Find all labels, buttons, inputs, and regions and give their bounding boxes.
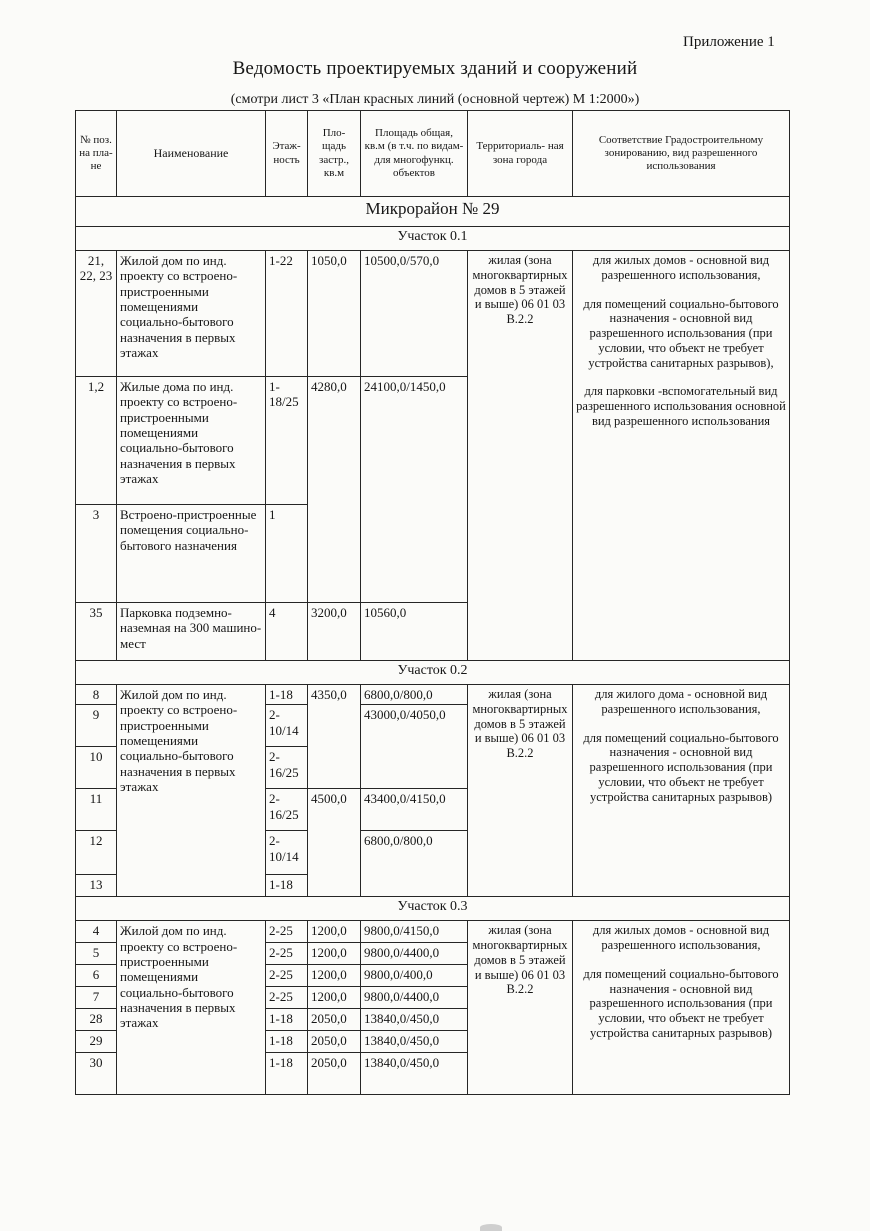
row-build-area: 1200,0 <box>308 921 361 943</box>
row-pos: 4 <box>76 921 117 943</box>
row-pos: 8 <box>76 685 117 705</box>
row-pos: 6 <box>76 965 117 987</box>
row-pos: 10 <box>76 747 117 789</box>
header-name: Наименование <box>117 111 266 197</box>
row-total-area: 6800,0/800,0 <box>361 685 468 705</box>
row-build-area: 1200,0 <box>308 987 361 1009</box>
row-total-area: 10560,0 <box>361 603 468 661</box>
header-pos: № поз. на пла- не <box>76 111 117 197</box>
row-name: Жилой дом по инд. проекту со встроено-пристроенными помещениями социально-бытового назначения в первых этажах <box>117 921 266 1095</box>
row-build-area: 2050,0 <box>308 1053 361 1095</box>
table-row <box>76 685 790 705</box>
row-build-area: 1200,0 <box>308 943 361 965</box>
table-header-row <box>76 111 790 197</box>
row-pos: 7 <box>76 987 117 1009</box>
conformity-cell <box>573 685 790 897</box>
row-build-area: 1050,0 <box>308 251 361 377</box>
row-pos: 29 <box>76 1031 117 1053</box>
row-name: Жилой дом по инд. проекту со встроено-пристроенными помещениями социально-бытового назначения в первых этажах <box>117 251 266 377</box>
row-pos: 9 <box>76 705 117 747</box>
row-build-area: 4280,0 <box>308 377 361 603</box>
conformity-line: для жилых домов - основной вид разрешенного использования, <box>592 923 770 953</box>
row-build-area: 3200,0 <box>308 603 361 661</box>
row-floors: 1 <box>266 505 308 603</box>
row-total-area: 13840,0/450,0 <box>361 1053 468 1095</box>
row-floors: 4 <box>266 603 308 661</box>
zone-cell: жилая (зона многоквартирных домов в 5 этажей и выше) 06 01 03 В.2.2 <box>468 685 573 897</box>
page-edge-mark <box>480 1224 502 1231</box>
row-floors: 2-16/25 <box>266 789 308 831</box>
row-total-area: 9800,0/4400,0 <box>361 987 468 1009</box>
row-floors: 2-10/14 <box>266 705 308 747</box>
row-floors: 1-22 <box>266 251 308 377</box>
zone-cell: жилая (зона многоквартирных домов в 5 этажей и выше) 06 01 03 В.2.2 <box>468 251 573 661</box>
row-name: Жилой дом по инд. проекту со встроено-пристроенными помещениями социально-бытового назначения в первых этажах <box>117 685 266 897</box>
conformity-line: для помещений социально-бытового назначения - основной вид разрешенного использования (при условии, что объект не требует устройства санитарных разрывов) <box>583 966 779 1040</box>
row-floors: 2-25 <box>266 987 308 1009</box>
conformity-line: для жилого дома - основной вид разрешенного использования, <box>594 687 768 716</box>
row-pos: 11 <box>76 789 117 831</box>
row-pos: 5 <box>76 943 117 965</box>
row-pos: 3 <box>76 505 117 603</box>
plot-heading: Участок 0.3 <box>76 897 790 921</box>
row-pos: 1,2 <box>76 377 117 505</box>
conformity-line: для парковки -вспомогательный вид разрешенного использования основной вид разрешенного использования <box>576 384 786 428</box>
row-pos: 12 <box>76 831 117 875</box>
row-name: Парковка подземно-наземная на 300 машино-мест <box>117 603 266 661</box>
row-name: Жилые дома по инд. проекту со встроено-пристроенными помещениями социально-бытового назначения в первых этажах <box>117 377 266 505</box>
row-name: Встроено-пристроенные помещения социально-бытового назначения <box>117 505 266 603</box>
header-total-area: Площадь общая, кв.м (в т.ч. по видам- для многофункц. объектов <box>361 111 468 197</box>
row-total-area: 24100,0/1450,0 <box>361 377 468 603</box>
row-floors: 2-10/14 <box>266 831 308 875</box>
plot-heading: Участок 0.2 <box>76 661 790 685</box>
row-total-area: 43400,0/4150,0 <box>361 789 468 831</box>
row-total-area: 9800,0/4400,0 <box>361 943 468 965</box>
microdistrict-heading: Микрорайон № 29 <box>76 197 790 227</box>
document-subtitle: (смотри лист 3 «План красных линий (основной чертеж) М 1:2000») <box>230 92 640 107</box>
table-row <box>76 251 790 377</box>
row-floors: 2-25 <box>266 943 308 965</box>
row-pos: 30 <box>76 1053 117 1095</box>
row-total-area: 13840,0/450,0 <box>361 1031 468 1053</box>
row-floors: 2-16/25 <box>266 747 308 789</box>
row-pos: 21, 22, 23 <box>76 251 117 377</box>
header-build-area: Пло- щадь застр., кв.м <box>308 111 361 197</box>
row-total-area: 9800,0/400,0 <box>361 965 468 987</box>
header-zone: Территориаль- ная зона города <box>468 111 573 197</box>
row-total-area: 6800,0/800,0 <box>361 831 468 897</box>
row-total-area: 13840,0/450,0 <box>361 1009 468 1031</box>
conformity-line: для жилых домов - основной вид разрешенного использования, <box>592 253 770 282</box>
row-build-area: 4350,0 <box>308 685 361 789</box>
appendix-label: Приложение 1 <box>683 34 775 50</box>
row-floors: 1-18 <box>266 1031 308 1053</box>
row-floors: 1-18/25 <box>266 377 308 505</box>
row-floors: 1-18 <box>266 875 308 897</box>
row-floors: 2-25 <box>266 965 308 987</box>
row-total-area: 10500,0/570,0 <box>361 251 468 377</box>
row-build-area: 2050,0 <box>308 1009 361 1031</box>
buildings-table <box>75 110 790 1095</box>
row-floors: 1-18 <box>266 1009 308 1031</box>
row-build-area: 2050,0 <box>308 1031 361 1053</box>
conformity-line: для помещений социально-бытового назначения - основной вид разрешенного использования (при условии, что объект не требует устройства санитарных разрывов) <box>583 730 779 804</box>
row-total-area: 9800,0/4150,0 <box>361 921 468 943</box>
row-floors: 2-25 <box>266 921 308 943</box>
row-build-area: 1200,0 <box>308 965 361 987</box>
header-conformity: Соответствие Градостроительному зонированию, вид разрешенного использования <box>573 111 790 197</box>
row-floors: 1-18 <box>266 685 308 705</box>
conformity-cell <box>573 251 790 661</box>
table-row <box>76 921 790 943</box>
plot-heading: Участок 0.1 <box>76 227 790 251</box>
conformity-line: для помещений социально-бытового назначения - основной вид разрешенного использования (при условии, что объект не требует устройства санитарных разрывов), <box>583 296 779 370</box>
row-pos: 13 <box>76 875 117 897</box>
row-floors: 1-18 <box>266 1053 308 1095</box>
row-pos: 35 <box>76 603 117 661</box>
row-build-area: 4500,0 <box>308 789 361 897</box>
row-pos: 28 <box>76 1009 117 1031</box>
zone-cell: жилая (зона многоквартирных домов в 5 этажей и выше) 06 01 03 В.2.2 <box>468 921 573 1095</box>
document-title: Ведомость проектируемых зданий и сооружений <box>232 58 638 79</box>
header-floors: Этаж- ность <box>266 111 308 197</box>
conformity-cell <box>573 921 790 1095</box>
row-total-area: 43000,0/4050,0 <box>361 705 468 789</box>
